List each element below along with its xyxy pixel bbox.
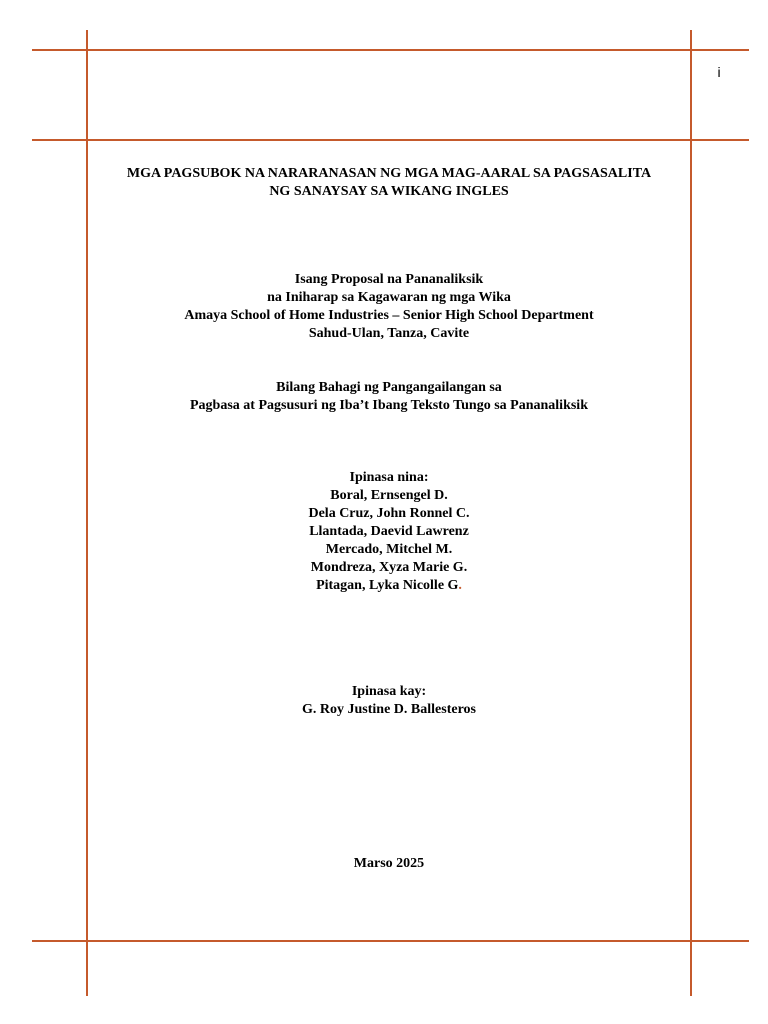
adviser-name: G. Roy Justine D. Ballesteros bbox=[302, 702, 476, 717]
author-name: Boral, Ernsengel D. bbox=[330, 488, 448, 503]
date-text: Marso 2025 bbox=[353, 856, 425, 871]
author-name-period: . bbox=[458, 578, 462, 593]
author-name: Mondreza, Xyza Marie G. bbox=[310, 560, 468, 575]
document-title bbox=[88, 165, 690, 201]
authors-section bbox=[88, 469, 690, 595]
author-name-text: Pitagan, Lyka Nicolle G bbox=[316, 578, 459, 593]
top-rule-upper bbox=[32, 49, 749, 51]
title-line-2: NG SANAYSAY SA WIKANG INGLES bbox=[269, 184, 509, 199]
proposal-line-3: Amaya School of Home Industries – Senior High School Department bbox=[184, 308, 594, 323]
adviser-heading: Ipinasa kay: bbox=[351, 684, 427, 699]
proposal-line-2: na Iniharap sa Kagawaran ng mga Wika bbox=[267, 290, 511, 305]
proposal-line-1: Isang Proposal na Pananaliksik bbox=[294, 272, 484, 287]
right-rule bbox=[690, 30, 692, 996]
document-date bbox=[88, 855, 690, 873]
proposal-line-4: Sahud-Ulan, Tanza, Cavite bbox=[308, 326, 470, 341]
title-line-1: MGA PAGSUBOK NA NARARANASAN NG MGA MAG-AARAL SA PAGSASALITA bbox=[126, 166, 652, 181]
author-name: Mercado, Mitchel M. bbox=[325, 542, 453, 557]
proposal-info bbox=[88, 271, 690, 343]
adviser-section bbox=[88, 683, 690, 719]
bottom-rule bbox=[32, 940, 749, 942]
authors-heading: Ipinasa nina: bbox=[349, 470, 429, 485]
requirement-info bbox=[88, 379, 690, 415]
page-number: i bbox=[717, 64, 721, 80]
author-name-last bbox=[88, 577, 690, 595]
top-rule-lower bbox=[32, 139, 749, 141]
requirement-line-1: Bilang Bahagi ng Pangangailangan sa bbox=[276, 380, 502, 395]
author-name: Llantada, Daevid Lawrenz bbox=[309, 524, 469, 539]
author-name: Dela Cruz, John Ronnel C. bbox=[308, 506, 470, 521]
requirement-line-2: Pagbasa at Pagsusuri ng Iba’t Ibang Teksto Tungo sa Pananaliksik bbox=[190, 398, 588, 413]
